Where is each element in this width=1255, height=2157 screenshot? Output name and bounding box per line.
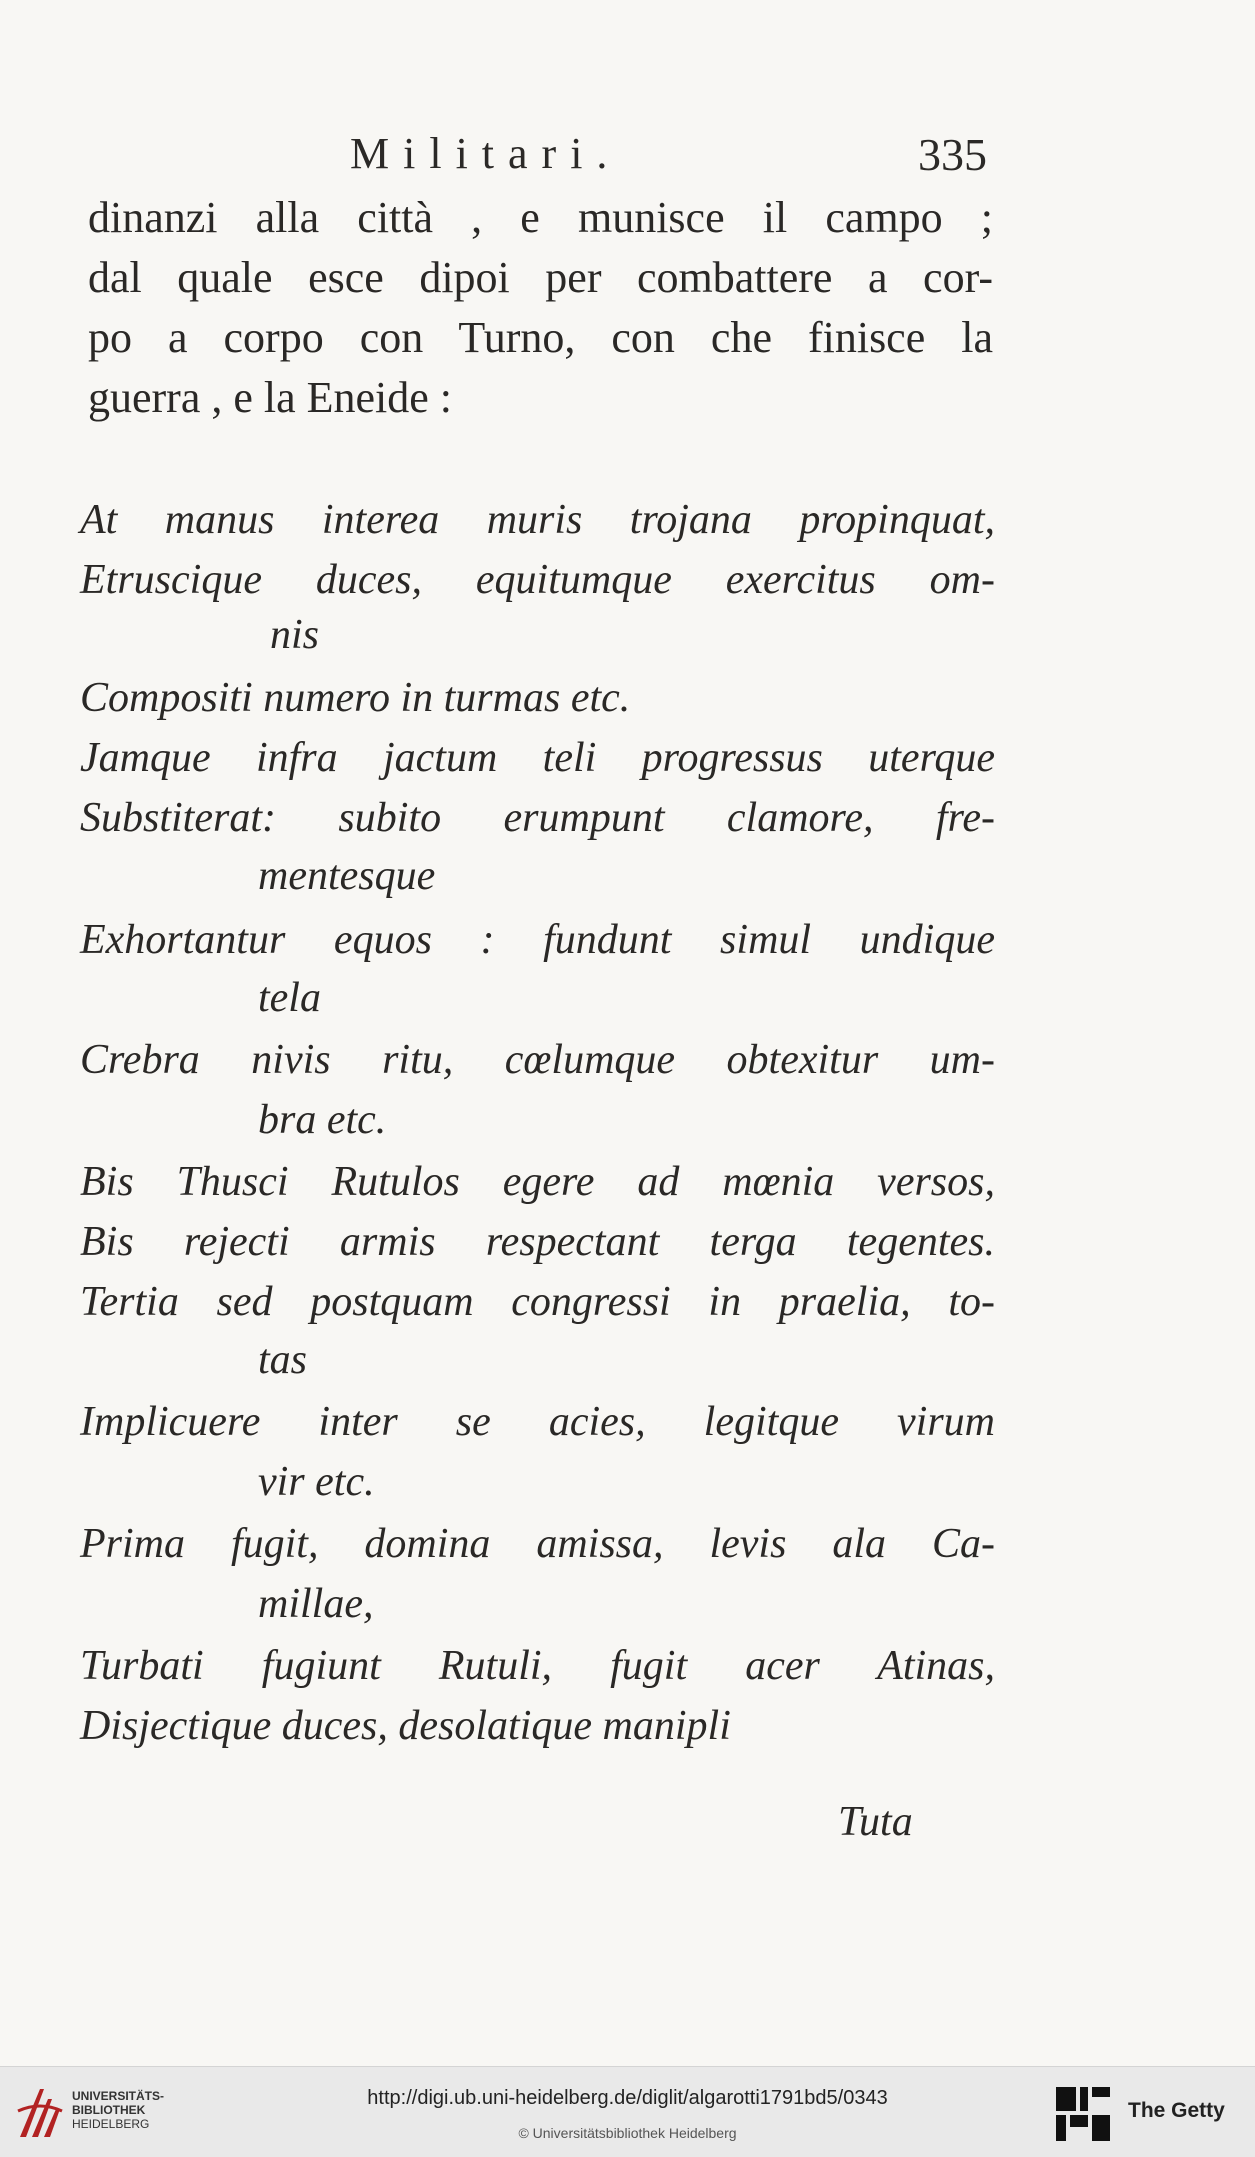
verse-continuation: vir etc. (258, 1459, 375, 1505)
viewer-footer (0, 2066, 1255, 2157)
verse-continuation: nis (270, 612, 320, 658)
verse-continuation: bra etc. (258, 1097, 387, 1143)
verse-continuation: millae, (258, 1581, 374, 1627)
verse-line: Bis rejecti armis respectant terga tegentes. (80, 1219, 995, 1265)
library-name-line: HEIDELBERG (72, 2117, 150, 2131)
verse-line: Crebra nivis ritu, cœlumque obtexitur um- (80, 1037, 995, 1083)
verse-line: Implicuere inter se acies, legitque virum (80, 1399, 995, 1445)
prose-line: po a corpo con Turno, con che finisce la (88, 313, 993, 362)
prose-line: dal quale esce dipoi per combattere a cor- (88, 253, 993, 302)
verse-line: Etruscique duces, equitumque exercitus om- (80, 557, 995, 603)
getty-name: The Getty (1128, 2099, 1225, 2122)
catchword: Tuta (838, 1799, 913, 1845)
verse-line: Prima fugit, domina amissa, levis ala Ca- (80, 1521, 995, 1567)
verse-line: Compositi numero in turmas etc. (80, 675, 631, 721)
verse-line: Bis Thusci Rutulos egere ad mœnia versos, (80, 1159, 995, 1205)
verse-line: Disjectique duces, desolatique manipli (80, 1703, 731, 1749)
verse-line: Exhortantur equos : fundunt simul undique (80, 917, 995, 963)
verse-line: Turbati fugiunt Rutuli, fugit acer Atinas, (80, 1643, 995, 1689)
verse-line: Substiterat: subito erumpunt clamore, fre- (80, 795, 995, 841)
verse-line: Jamque infra jactum teli progressus uterque (80, 735, 995, 781)
verse-continuation: tela (258, 975, 321, 1021)
library-name-line: BIBLIOTHEK (72, 2103, 146, 2117)
verse-continuation: mentesque (258, 853, 436, 899)
prose-line: guerra , e la Eneide : (88, 373, 453, 422)
running-head: Militari. (350, 129, 622, 178)
permalink-url[interactable]: http://digi.ub.uni-heidelberg.de/diglit/algarotti1791bd5/0343 (367, 2087, 888, 2109)
getty-logo-icon (1054, 2085, 1112, 2143)
prose-paragraph (88, 188, 993, 428)
prose-line: dinanzi alla città , e munisce il campo ; (88, 193, 993, 242)
verse-line: At manus interea muris trojana propinquat, (80, 497, 995, 543)
verse-continuation: tas (258, 1337, 308, 1383)
copyright-notice: © Universitätsbibliothek Heidelberg (518, 2125, 737, 2141)
page-number: 335 (918, 129, 987, 180)
verse-line: Tertia sed postquam congressi in praelia, to- (80, 1279, 995, 1325)
library-name-line: UNIVERSITÄTS- (72, 2089, 165, 2103)
